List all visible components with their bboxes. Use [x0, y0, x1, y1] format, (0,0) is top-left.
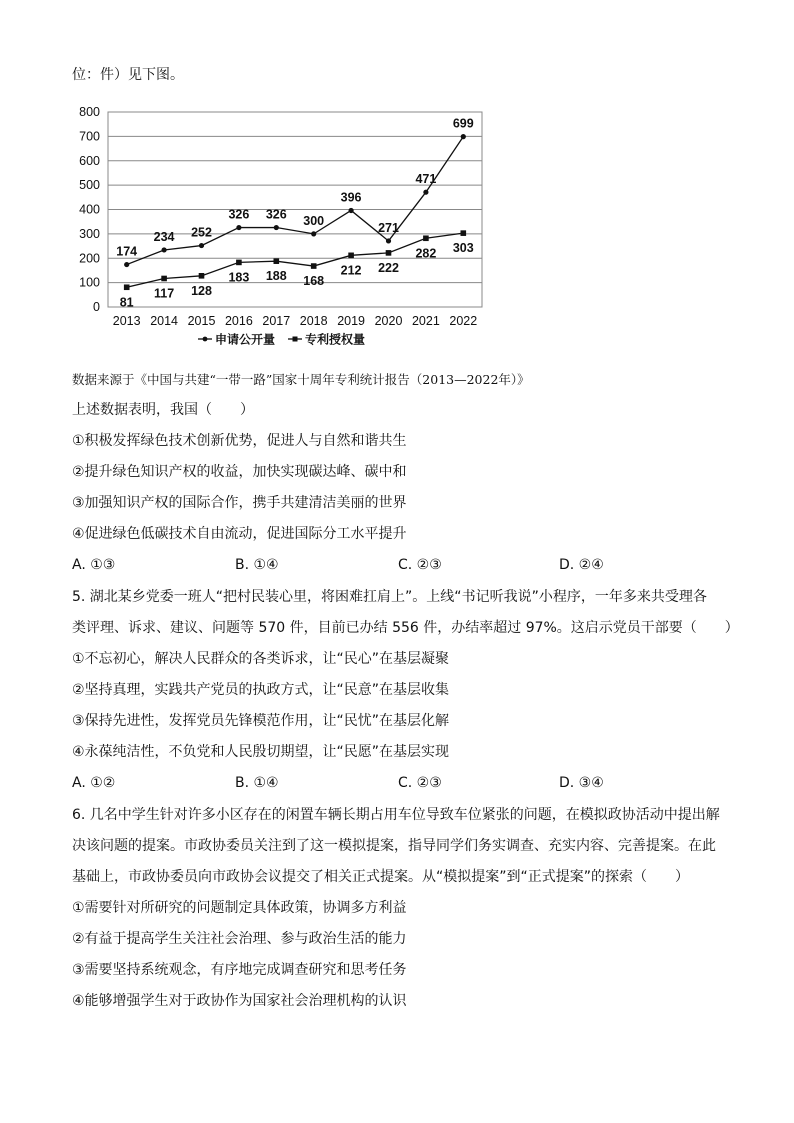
- x-tick-label: 2017: [262, 314, 291, 328]
- data-label: 271: [378, 220, 399, 235]
- data-point-square: [311, 263, 317, 269]
- q4-option-a[interactable]: A. ①③: [72, 557, 116, 573]
- data-point-square: [461, 230, 467, 236]
- y-tick-label: 0: [93, 300, 100, 314]
- q4-item-2: ②提升绿色知识产权的收益，加快实现碳达峰、碳中和: [72, 464, 407, 480]
- data-point-circle: [423, 190, 428, 195]
- q5-option-b[interactable]: B. ①④: [235, 775, 279, 791]
- y-tick-label: 500: [79, 178, 100, 193]
- data-label: 168: [303, 274, 325, 289]
- q6-item-1: ①需要针对所研究的问题制定具体政策，协调多方利益: [72, 900, 407, 916]
- q4-item-3: ③加强知识产权的国际合作，携手共建清洁美丽的世界: [72, 495, 407, 511]
- legend-label: 专利授权量: [305, 332, 366, 347]
- q4-stem: 上述数据表明，我国（ ）: [72, 402, 254, 418]
- patent-line-chart: [60, 100, 500, 355]
- data-point-circle: [274, 225, 279, 230]
- data-label: 252: [191, 225, 212, 240]
- q5-item-3: ③保持先进性，发挥党员先锋模范作用，让“民忧”在基层化解: [72, 713, 450, 729]
- x-tick-label: 2016: [224, 314, 253, 328]
- q5-stem-line-2: 类评理、诉求、建议、问题等 570 件，目前已办结 556 件，办结率超过 97%。这启示党员干部要（ ）: [72, 620, 739, 636]
- data-label: 188: [265, 269, 287, 284]
- data-label: 396: [340, 190, 362, 205]
- data-label: 222: [378, 260, 399, 275]
- data-point-square: [348, 253, 354, 259]
- q5-stem-line-1: 5. 湖北某乡党委一班人“把村民装心里，将困难扛肩上”。上线“书记听我说”小程序，一年多来共受理各: [72, 589, 707, 605]
- data-point-circle: [236, 225, 241, 230]
- x-tick-label: 2020: [374, 314, 403, 328]
- q4-option-d[interactable]: D. ②④: [559, 557, 604, 573]
- y-tick-label: 700: [79, 129, 100, 144]
- y-tick-label: 400: [79, 202, 100, 217]
- source-note: 数据来源于《中国与共建“一带一路”国家十周年专利统计报告（2013—2022年）》: [72, 372, 530, 387]
- data-label: 471: [415, 172, 437, 187]
- q4-item-1: ①积极发挥绿色技术创新优势，促进人与自然和谐共生: [72, 433, 407, 449]
- data-point-circle: [199, 243, 204, 248]
- data-point-square: [161, 276, 167, 282]
- q6-item-2: ②有益于提高学生关注社会治理、参与政治生活的能力: [72, 931, 407, 947]
- data-point-square: [423, 235, 429, 241]
- q5-item-4: ④永葆纯洁性，不负党和人民殷切期望，让“民愿”在基层实现: [72, 744, 450, 760]
- data-point-circle: [162, 247, 167, 252]
- data-point-square: [274, 258, 280, 264]
- x-tick-label: 2013: [112, 314, 141, 328]
- data-label: 300: [303, 213, 325, 228]
- y-tick-label: 800: [79, 105, 100, 119]
- series-line: [127, 233, 464, 287]
- q6-item-3: ③需要坚持系统观念，有序地完成调查研究和思考任务: [72, 962, 407, 978]
- q4-item-4: ④促进绿色低碳技术自由流动，促进国际分工水平提升: [72, 526, 407, 542]
- x-tick-label: 2015: [187, 314, 216, 328]
- y-tick-label: 300: [79, 226, 100, 241]
- data-point-square: [386, 250, 392, 256]
- legend-marker-square: [293, 337, 298, 342]
- y-tick-label: 100: [79, 275, 100, 290]
- data-point-circle: [461, 134, 466, 139]
- q6-item-4: ④能够增强学生对于政协作为国家社会治理机构的认识: [72, 993, 407, 1009]
- q6-stem-line-2: 决该问题的提案。市政协委员关注到了这一模拟提案，指导同学们务实调查、充实内容、完善提案。在此: [72, 838, 716, 854]
- q5-item-2: ②坚持真理，实践共产党员的执政方式，让“民意”在基层收集: [72, 682, 450, 698]
- q5-option-c[interactable]: C. ②③: [398, 775, 442, 791]
- data-point-square: [124, 284, 130, 290]
- data-point-square: [236, 260, 242, 266]
- q5-item-1: ①不忘初心，解决人民群众的各类诉求，让“民心”在基层凝聚: [72, 651, 450, 667]
- data-label: 234: [153, 229, 175, 244]
- data-label: 212: [340, 263, 362, 278]
- data-point-circle: [124, 262, 129, 267]
- legend-marker-circle: [203, 337, 208, 342]
- data-point-circle: [386, 238, 391, 243]
- x-tick-label: 2014: [150, 314, 179, 328]
- x-tick-label: 2019: [337, 314, 366, 328]
- series-line: [127, 137, 464, 265]
- legend-label: 申请公开量: [215, 332, 276, 347]
- data-point-circle: [349, 208, 354, 213]
- data-point-circle: [311, 231, 316, 236]
- data-label: 699: [452, 116, 474, 131]
- data-label: 117: [154, 286, 175, 301]
- q6-stem-line-1: 6. 几名中学生针对许多小区存在的闲置车辆长期占用车位导致车位紧张的问题，在模拟政协活动中提出解: [72, 807, 720, 823]
- data-label: 183: [228, 270, 250, 285]
- intro-line: 位：件）见下图。: [72, 67, 184, 83]
- data-label: 282: [415, 246, 437, 261]
- q5-option-d[interactable]: D. ③④: [559, 775, 604, 791]
- data-label: 81: [119, 295, 134, 310]
- data-label: 128: [191, 283, 212, 298]
- data-label: 326: [228, 207, 250, 222]
- data-label: 326: [265, 207, 287, 222]
- x-tick-label: 2022: [449, 314, 478, 328]
- q4-option-b[interactable]: B. ①④: [235, 557, 279, 573]
- x-tick-label: 2021: [411, 314, 440, 328]
- q4-option-c[interactable]: C. ②③: [398, 557, 442, 573]
- data-label: 174: [116, 244, 138, 259]
- y-tick-label: 600: [79, 153, 100, 168]
- data-point-square: [199, 273, 205, 279]
- q5-option-a[interactable]: A. ①②: [72, 775, 116, 791]
- x-tick-label: 2018: [299, 314, 328, 328]
- y-tick-label: 200: [79, 251, 100, 266]
- data-label: 303: [452, 241, 474, 256]
- q6-stem-line-3: 基础上，市政协委员向市政协会议提交了相关正式提案。从“模拟提案”到“正式提案”的探索（ ）: [72, 869, 690, 885]
